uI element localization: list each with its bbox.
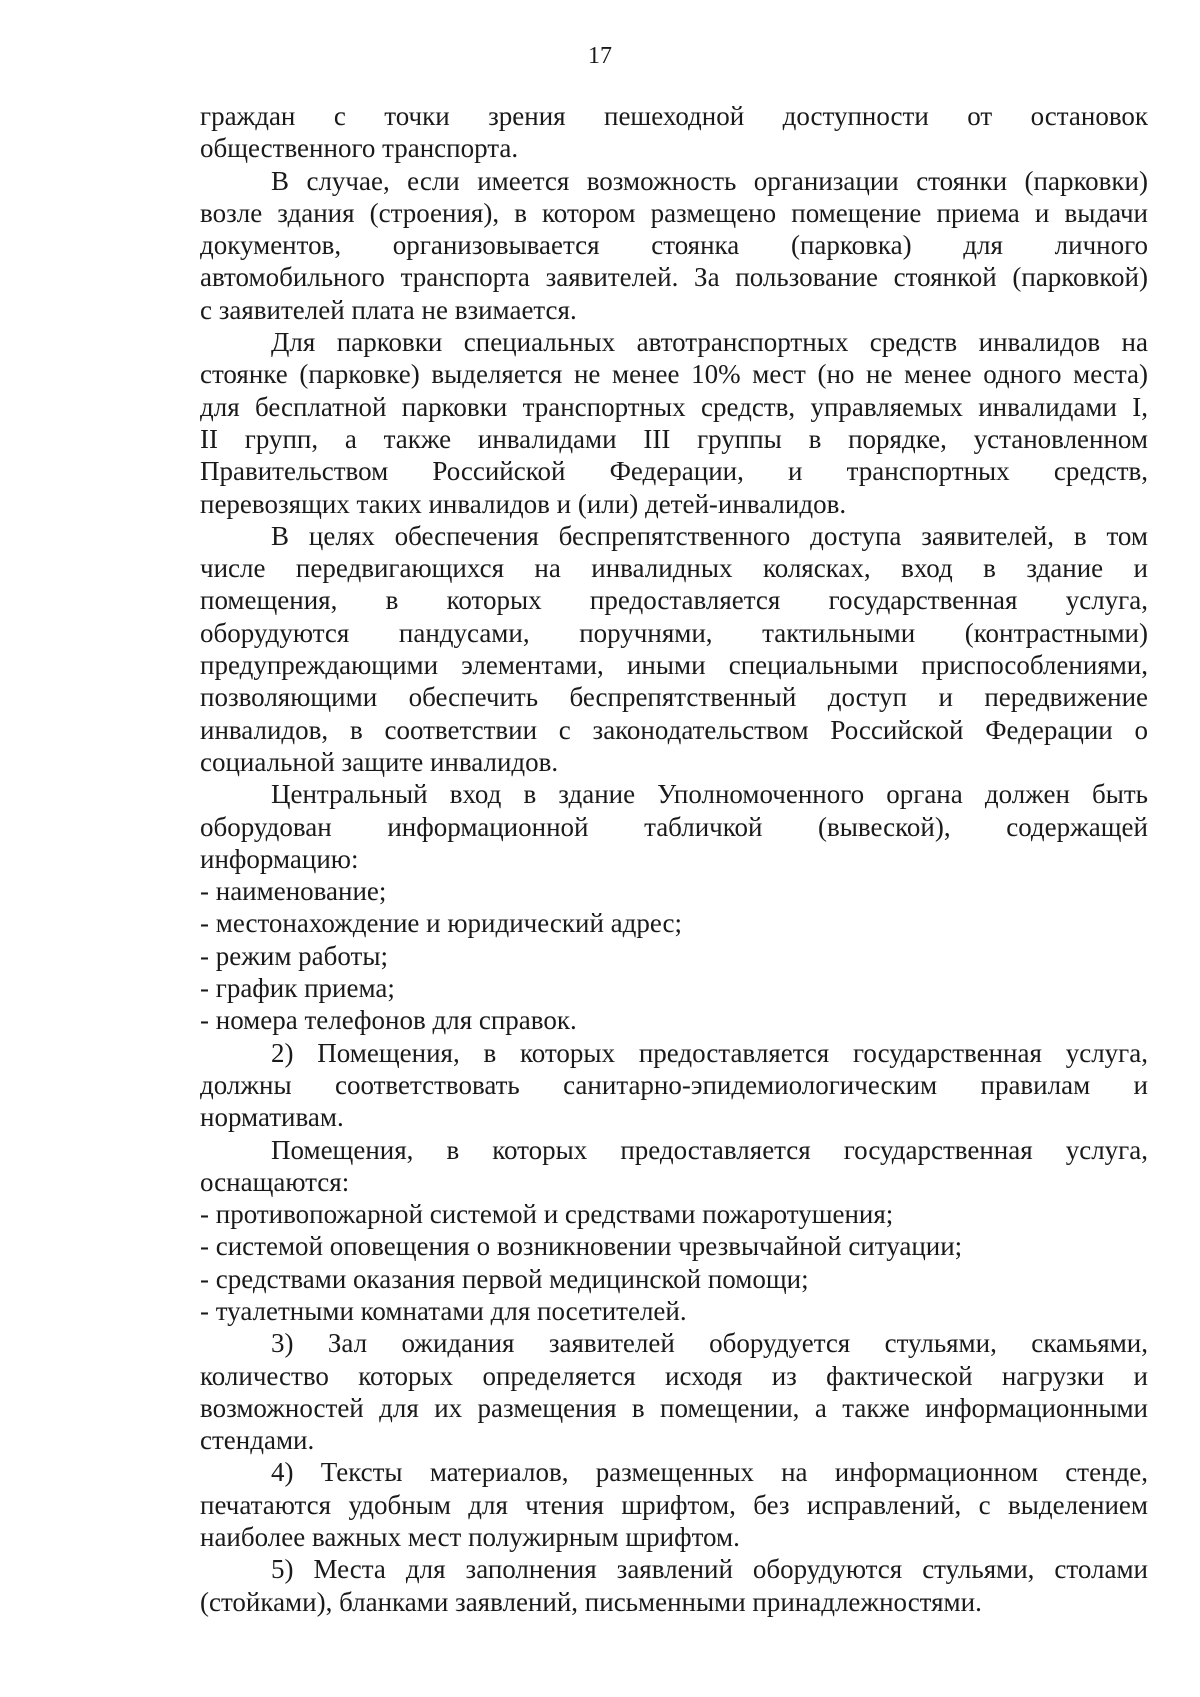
list-item — [200, 907, 1148, 939]
text-line: - график приема; — [200, 973, 395, 1004]
text-line: Центральный вход в здание Уполномоченного органа должен быть — [271, 779, 1148, 810]
text-line: Правительством Российской Федерации, и транспортных средств, — [200, 456, 1148, 487]
text-line: позволяющими обеспечить беспрепятственный доступ и передвижение — [200, 682, 1148, 713]
list-item — [200, 1263, 1148, 1295]
list-item — [200, 1198, 1148, 1230]
paragraph — [200, 1553, 1148, 1618]
text-line: Для парковки специальных автотранспортных средств инвалидов на — [271, 327, 1148, 358]
text-line: Помещения, в которых предоставляется государственная услуга, — [271, 1134, 1148, 1165]
paragraph — [200, 520, 1148, 778]
list-item — [200, 1004, 1148, 1036]
paragraph — [200, 778, 1148, 875]
paragraph — [200, 1134, 1148, 1199]
text-line: общественного транспорта. — [200, 133, 519, 164]
text-line: - системой оповещения о возникновении чрезвычайной ситуации; — [200, 1231, 963, 1262]
document-body — [200, 100, 1148, 1618]
paragraph — [200, 165, 1148, 326]
page-number: 17 — [588, 43, 612, 69]
text-line: документов, организовывается стоянка (парковка) для личного — [200, 230, 1148, 261]
text-line: количество которых определяется исходя из фактической нагрузки и — [200, 1360, 1148, 1391]
text-line: В целях обеспечения беспрепятственного доступа заявителей, в том — [271, 520, 1148, 551]
text-line: стендами. — [200, 1425, 315, 1456]
text-line: возле здания (строения), в котором размещено помещение приема и выдачи — [200, 197, 1148, 228]
paragraph — [200, 100, 1148, 165]
text-line: - средствами оказания первой медицинской помощи; — [200, 1263, 809, 1294]
text-line: для бесплатной парковки транспортных средств, управляемых инвалидами I, — [200, 391, 1148, 422]
text-line: возможностей для их размещения в помещении, а также информационными — [200, 1392, 1148, 1423]
text-line: нормативам. — [200, 1102, 344, 1133]
text-line: В случае, если имеется возможность организации стоянки (парковки) — [271, 165, 1148, 196]
text-line: - наименование; — [200, 876, 387, 907]
text-line: - противопожарной системой и средствами пожаротушения; — [200, 1199, 894, 1230]
text-line: оборудован информационной табличкой (вывеской), содержащей — [200, 811, 1148, 842]
text-line: с заявителей плата не взимается. — [200, 294, 577, 325]
paragraph — [200, 326, 1148, 520]
text-line: 4) Тексты материалов, размещенных на информационном стенде, — [271, 1457, 1148, 1488]
text-line: оснащаются: — [200, 1166, 350, 1197]
text-line: помещения, в которых предоставляется государственная услуга, — [200, 585, 1148, 616]
text-line: 5) Места для заполнения заявлений оборудуются стульями, столами — [271, 1554, 1148, 1585]
list-item — [200, 1295, 1148, 1327]
text-line: инвалидов, в соответствии с законодательством Российской Федерации о — [200, 714, 1148, 745]
text-line: II групп, а также инвалидами III группы в порядке, установленном — [200, 423, 1148, 454]
text-line: числе передвигающихся на инвалидных колясках, вход в здание и — [200, 553, 1148, 584]
text-line: социальной защите инвалидов. — [200, 746, 559, 777]
text-line: граждан с точки зрения пешеходной доступности от остановок — [200, 101, 1148, 131]
list-item — [200, 972, 1148, 1004]
list-item — [200, 940, 1148, 972]
text-line: автомобильного транспорта заявителей. За пользование стоянкой (парковкой) — [200, 262, 1148, 293]
text-line: - номера телефонов для справок. — [200, 1005, 577, 1036]
paragraph — [200, 1327, 1148, 1456]
text-line: - туалетными комнатами для посетителей. — [200, 1295, 687, 1326]
text-line: оборудуются пандусами, поручнями, тактильными (контрастными) — [200, 617, 1148, 648]
text-line: информацию: — [200, 843, 359, 874]
text-line: стоянке (парковке) выделяется не менее 10% мест (но не менее одного места) — [200, 359, 1148, 390]
text-line: предупреждающими элементами, иными специальными приспособлениями, — [200, 650, 1148, 681]
text-line: перевозящих таких инвалидов и (или) детей-инвалидов. — [200, 488, 847, 519]
text-line: - местонахождение и юридический адрес; — [200, 908, 683, 939]
text-line: должны соответствовать санитарно-эпидемиологическим правилам и — [200, 1069, 1148, 1100]
list-item — [200, 1230, 1148, 1262]
text-line: печатаются удобным для чтения шрифтом, без исправлений, с выделением — [200, 1489, 1148, 1520]
text-line: (стойками), бланками заявлений, письменными принадлежностями. — [200, 1586, 982, 1617]
text-line: - режим работы; — [200, 940, 388, 971]
list-item — [200, 875, 1148, 907]
text-line: 3) Зал ожидания заявителей оборудуется стульями, скамьями, — [271, 1328, 1148, 1359]
paragraph — [200, 1456, 1148, 1553]
text-line: 2) Помещения, в которых предоставляется государственная услуга, — [271, 1037, 1148, 1068]
paragraph — [200, 1037, 1148, 1134]
text-line: наиболее важных мест полужирным шрифтом. — [200, 1522, 740, 1553]
